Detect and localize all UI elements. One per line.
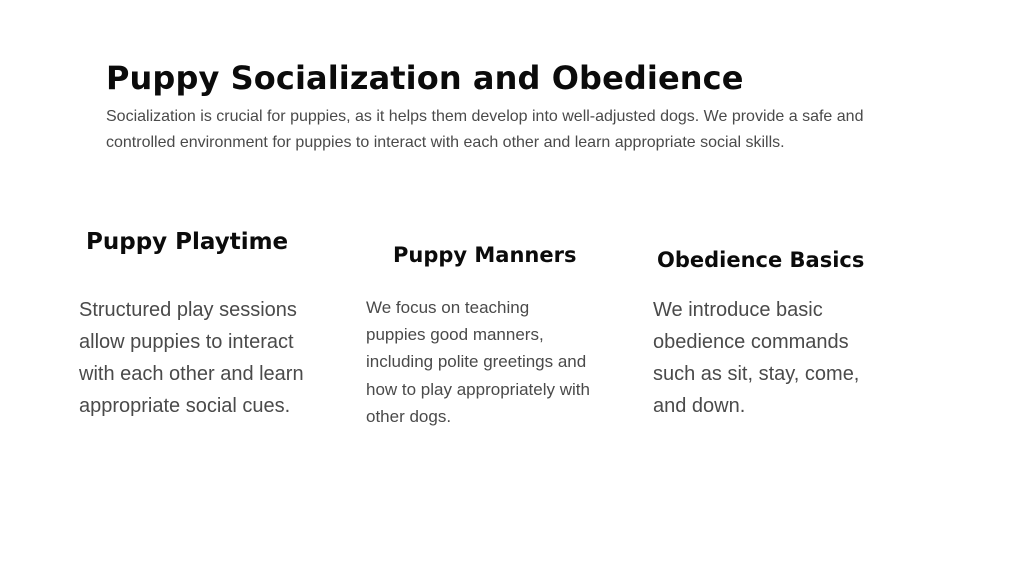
obedience-basics-text: We introduce basic obedience commands such as sit, stay, come, and down.: [653, 299, 860, 417]
page-title: Puppy Socialization and Obedience: [106, 59, 744, 97]
puppy-manners-heading: Puppy Manners: [393, 243, 577, 267]
intro-paragraph: Socialization is crucial for puppies, as it helps them develop into well-adjusted dogs. We provide a safe and controlled environment for puppies to interact with each other and learn appropriate social skills.: [106, 108, 864, 151]
puppy-playtime-heading: Puppy Playtime: [86, 229, 289, 255]
puppy-manners-text: We focus on teaching puppies good manners, including polite greetings and how to play appropriately with other dogs.: [366, 298, 590, 426]
puppy-playtime-text: Structured play sessions allow puppies to interact with each other and learn appropriate social cues.: [79, 299, 304, 417]
obedience-basics-heading: Obedience Basics: [657, 248, 865, 272]
